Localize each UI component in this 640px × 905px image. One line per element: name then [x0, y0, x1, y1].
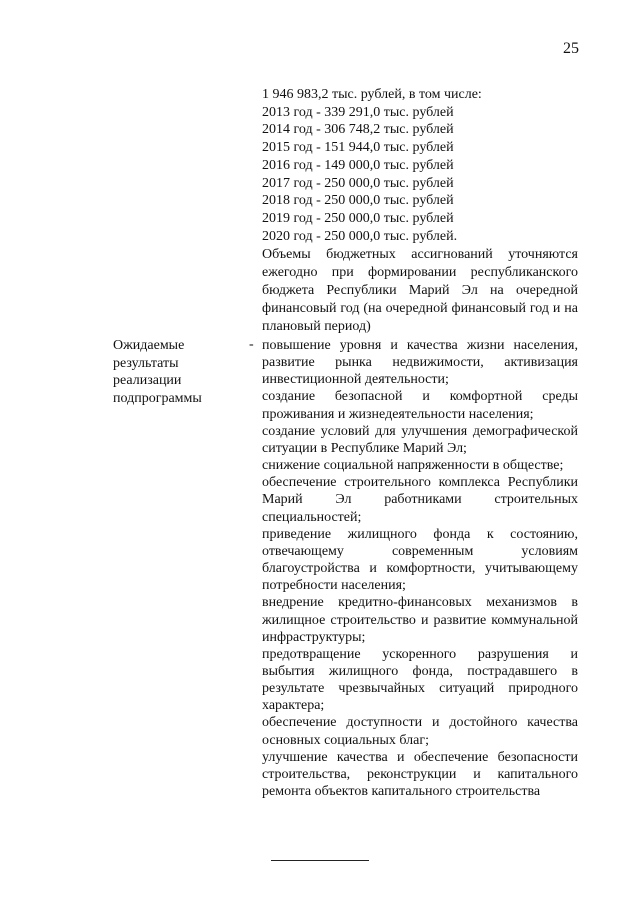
result-item: обеспечение строительного комплекса Республики Марий Эл работниками строительных специальностей; [262, 475, 578, 525]
result-item: снижение социальной напряженности в обществе; [262, 458, 564, 474]
result-item: приведение жилищного фонда к состоянию, отвечающему современным условиям благоустройства и комфортности, учитывающему потребности населения; [262, 526, 578, 594]
page-number: 25 [563, 40, 579, 57]
results-dash: - [249, 337, 254, 352]
funding-year-2014: 2014 год - 306 748,2 тыс. рублей [262, 122, 454, 138]
funding-year-2020: 2020 год - 250 000,0 тыс. рублей. [262, 228, 458, 244]
result-item: предотвращение ускоренного разрушения и выбытия жилищного фонда, пострадавшего в результате чрезвычайных ситуаций природного характера; [262, 646, 578, 714]
funding-year-2017: 2017 год - 250 000,0 тыс. рублей [262, 175, 454, 191]
result-item: создание условий для улучшения демографической ситуации в Республике Марий Эл; [262, 423, 578, 456]
result-item: повышение уровня и качества жизни населения, развитие рынка недвижимости, активизация инвестиционной деятельности; [262, 338, 578, 388]
funding-total: 1 946 983,2 тыс. рублей, в том числе: [262, 87, 482, 102]
funding-year-2013: 2013 год - 339 291,0 тыс. рублей [262, 104, 454, 120]
results-list [262, 337, 578, 800]
result-item: создание безопасной и комфортной среды проживания и жизнедеятельности населения; [262, 389, 578, 422]
funding-block [262, 86, 578, 335]
funding-year-2016: 2016 год - 149 000,0 тыс. рублей [262, 157, 454, 173]
funding-year-2015: 2015 год - 151 944,0 тыс. рублей [262, 140, 454, 156]
results-section-label: Ожидаемые результаты реализации подпрограммы [113, 338, 202, 406]
result-item: улучшение качества и обеспечение безопасности строительства, реконструкции и капитального ремонта объектов капитального строительства [262, 749, 578, 800]
result-item: обеспечение доступности и достойного качества основных социальных благ; [262, 715, 578, 748]
funding-year-2018: 2018 год - 250 000,0 тыс. рублей [262, 193, 454, 209]
funding-year-2019: 2019 год - 250 000,0 тыс. рублей [262, 210, 454, 226]
footnote-divider [271, 860, 369, 861]
result-item: внедрение кредитно-финансовых механизмов в жилищное строительство и развитие коммунальной инфраструктуры; [262, 595, 578, 645]
funding-note: Объемы бюджетных ассигнований уточняются ежегодно при формировании республиканского бюджета Республики Марий Эл на очередной финансовый год (на очередной финансовый год и на плановый период) [262, 247, 578, 334]
